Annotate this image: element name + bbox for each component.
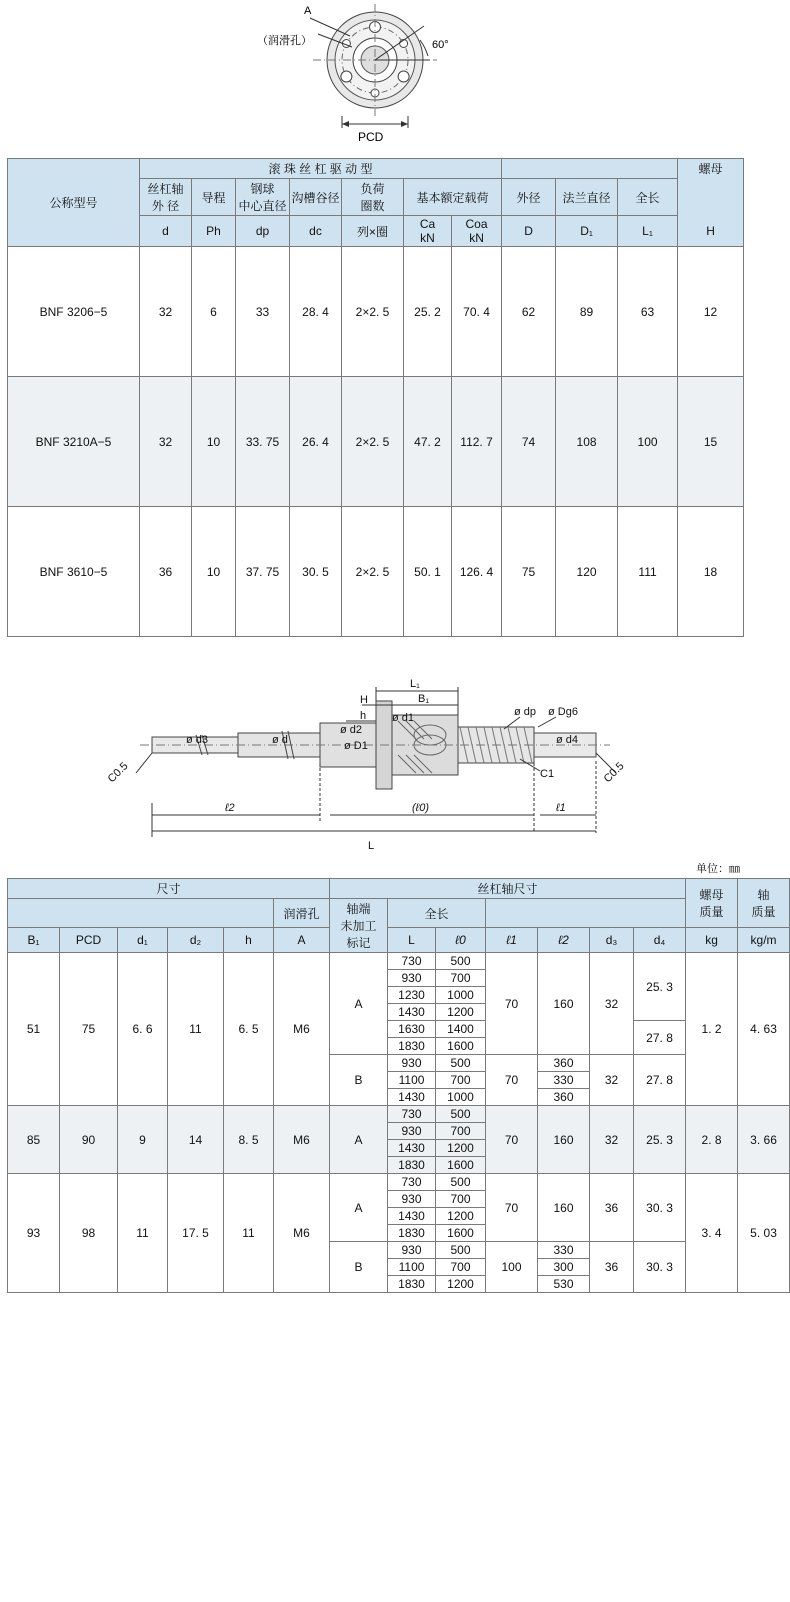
sym-flange: D₁	[556, 216, 618, 247]
sym-kgm: kg/m	[738, 928, 790, 953]
cell-L: 1830	[388, 1157, 436, 1174]
sym-d3: d₃	[590, 928, 634, 953]
dim-dp: ø dp	[514, 706, 537, 718]
cell-L: 1100	[388, 1072, 436, 1089]
cell-turns: 2×2. 5	[342, 247, 404, 377]
cell-nut-mass: 2. 8	[686, 1106, 738, 1174]
cell-l2: 300	[538, 1259, 590, 1276]
cell-l0: 1600	[436, 1157, 486, 1174]
dim-d3: ø d3	[186, 734, 209, 746]
cell-L: 1230	[388, 987, 436, 1004]
header-turns-title: 负荷 圈数	[342, 179, 404, 216]
header-shaft-dims: 丝杠轴尺寸	[330, 879, 686, 899]
assembly-drawing	[0, 643, 750, 858]
cell-l0: 500	[436, 1106, 486, 1123]
header-total-len: 全长	[388, 899, 486, 928]
cell-ca: 50. 1	[404, 507, 452, 637]
cell-l0: 700	[436, 1259, 486, 1276]
cell-endmark: A	[330, 1174, 388, 1242]
cell-A: M6	[274, 1106, 330, 1174]
cell-B1: 51	[8, 953, 60, 1106]
table-row	[8, 1106, 790, 1123]
header-len-title: 全长	[618, 179, 678, 216]
cell-d4: 30. 3	[634, 1174, 686, 1242]
cell-dc: 26. 4	[290, 377, 342, 507]
cell-A: M6	[274, 953, 330, 1106]
cell-l0: 700	[436, 1123, 486, 1140]
cell-len: 111	[618, 507, 678, 637]
cell-coa: 112. 7	[452, 377, 502, 507]
cell-l0: 1200	[436, 1140, 486, 1157]
dim-C1: C1	[540, 768, 555, 780]
dim-d1: ø d1	[392, 712, 415, 724]
dim-Dg6: ø Dg6	[548, 706, 578, 718]
cell-L: 1430	[388, 1089, 436, 1106]
cell-d4: 25. 3	[634, 953, 686, 1021]
sym-A: A	[274, 928, 330, 953]
sym-len: L₁	[618, 216, 678, 247]
cell-l0: 1200	[436, 1208, 486, 1225]
cell-nut-mass: 3. 4	[686, 1174, 738, 1293]
header-shaft-spacer	[486, 899, 686, 928]
header-drive-type: 滚 珠 丝 杠 驱 动 型	[140, 159, 502, 179]
flange-face-drawing	[0, 0, 750, 150]
cell-d: 36	[140, 507, 192, 637]
header-size: 尺寸	[8, 879, 330, 899]
cell-L: 1630	[388, 1021, 436, 1038]
cell-d2: 11	[168, 953, 224, 1106]
sym-od: D	[502, 216, 556, 247]
cell-ca: 47. 2	[404, 377, 452, 507]
cell-l1: 100	[486, 1242, 538, 1293]
cell-od: 74	[502, 377, 556, 507]
cell-L: 1100	[388, 1259, 436, 1276]
cell-dp: 33. 75	[236, 377, 290, 507]
sym-L: L	[388, 928, 436, 953]
cell-l0: 500	[436, 1055, 486, 1072]
cell-l0: 1400	[436, 1021, 486, 1038]
sym-PCD: PCD	[60, 928, 118, 953]
dim-D1: ø D1	[344, 740, 368, 752]
cell-L: 1430	[388, 1140, 436, 1157]
header-h-spacer	[678, 179, 744, 216]
label-angle: 60°	[432, 39, 449, 51]
cell-l2: 330	[538, 1242, 590, 1259]
cell-ph: 10	[192, 507, 236, 637]
cell-nut-mass: 1. 2	[686, 953, 738, 1106]
cell-d1: 11	[118, 1174, 168, 1293]
table1-header-row-1	[8, 159, 744, 179]
cell-d3: 32	[590, 953, 634, 1055]
table-row	[8, 1174, 790, 1191]
cell-len: 100	[618, 377, 678, 507]
cell-od: 62	[502, 247, 556, 377]
cell-l0: 1000	[436, 1089, 486, 1106]
cell-d2: 14	[168, 1106, 224, 1174]
dimensions-table	[7, 878, 790, 1293]
dim-d2: ø d2	[340, 724, 363, 736]
header-size-spacer	[8, 899, 274, 928]
cell-d1: 6. 6	[118, 953, 168, 1106]
cell-d4: 30. 3	[634, 1242, 686, 1293]
cell-A: M6	[274, 1174, 330, 1293]
dim-l0: (ℓ0)	[412, 802, 429, 814]
cell-d3: 32	[590, 1106, 634, 1174]
header-od-title: 外径	[502, 179, 556, 216]
cell-h: 12	[678, 247, 744, 377]
cell-L: 930	[388, 970, 436, 987]
sym-dc: dc	[290, 216, 342, 247]
dim-L: L	[368, 840, 375, 852]
cell-dc: 30. 5	[290, 507, 342, 637]
cell-d: 32	[140, 247, 192, 377]
cell-l0: 1600	[436, 1038, 486, 1055]
cell-turns: 2×2. 5	[342, 377, 404, 507]
cell-d1: 9	[118, 1106, 168, 1174]
cell-h: 6. 5	[224, 953, 274, 1106]
cell-L: 930	[388, 1123, 436, 1140]
cell-L: 930	[388, 1242, 436, 1259]
cell-l0: 1600	[436, 1225, 486, 1242]
cell-l0: 500	[436, 1242, 486, 1259]
cell-h: 15	[678, 377, 744, 507]
cell-l2: 530	[538, 1276, 590, 1293]
cell-l0: 700	[436, 1072, 486, 1089]
header-dc-title: 沟槽谷径	[290, 179, 342, 216]
cell-d: 32	[140, 377, 192, 507]
cell-l2: 360	[538, 1055, 590, 1072]
cell-flange: 108	[556, 377, 618, 507]
cell-d3: 32	[590, 1055, 634, 1106]
sym-ca: Ca kN	[404, 216, 452, 247]
cell-d4: 27. 8	[634, 1055, 686, 1106]
cell-h: 8. 5	[224, 1106, 274, 1174]
cell-L: 930	[388, 1055, 436, 1072]
header-flange-title: 法兰直径	[556, 179, 618, 216]
table2-header-row-1	[8, 879, 790, 899]
dim-B1: B₁	[418, 693, 430, 705]
table-row	[8, 377, 744, 507]
sym-kg: kg	[686, 928, 738, 953]
cell-B1: 93	[8, 1174, 60, 1293]
header-nut: 螺母	[678, 159, 744, 179]
ballscrew-drive-table	[7, 158, 744, 637]
dim-c05-right: C0.5	[601, 760, 627, 786]
header-d-title: 丝杠轴 外 径	[140, 179, 192, 216]
cell-L: 1830	[388, 1276, 436, 1293]
dim-l1: ℓ1	[556, 802, 566, 814]
cell-l2: 330	[538, 1072, 590, 1089]
cell-L: 1830	[388, 1225, 436, 1242]
cell-ca: 25. 2	[404, 247, 452, 377]
cell-L: 1430	[388, 1208, 436, 1225]
sym-l2: ℓ2	[538, 928, 590, 953]
dim-L1: L₁	[410, 678, 420, 690]
header-nut-spacer	[502, 159, 678, 179]
cell-l1: 70	[486, 1174, 538, 1242]
cell-d2: 17. 5	[168, 1174, 224, 1293]
dim-c05-left: C0.5	[105, 760, 131, 786]
cell-endmark: A	[330, 1106, 388, 1174]
cell-shaft-mass: 3. 66	[738, 1106, 790, 1174]
cell-model: BNF 3206−5	[8, 247, 140, 377]
cell-PCD: 90	[60, 1106, 118, 1174]
label-a: A	[304, 5, 312, 17]
cell-dp: 37. 75	[236, 507, 290, 637]
table2-header-row-2	[8, 899, 790, 928]
unit-note: 单位：㎜	[696, 863, 740, 875]
header-ph-title: 导程	[192, 179, 236, 216]
cell-L: 730	[388, 1106, 436, 1123]
header-model: 公称型号	[8, 159, 140, 247]
cell-dc: 28. 4	[290, 247, 342, 377]
cell-l2: 360	[538, 1089, 590, 1106]
cell-flange: 120	[556, 507, 618, 637]
cell-L: 730	[388, 1174, 436, 1191]
header-lube: 润滑孔	[274, 899, 330, 928]
cell-l2: 160	[538, 1106, 590, 1174]
label-lube-hole: （润滑孔）	[257, 35, 312, 47]
label-pcd: PCD	[358, 130, 384, 144]
cell-l2: 160	[538, 953, 590, 1055]
dim-l2: ℓ2	[225, 802, 235, 814]
sym-ph: Ph	[192, 216, 236, 247]
cell-d4: 25. 3	[634, 1106, 686, 1174]
header-shaft-mass: 轴 质量	[738, 879, 790, 928]
table-row	[8, 507, 744, 637]
cell-model: BNF 3610−5	[8, 507, 140, 637]
cell-l0: 1200	[436, 1004, 486, 1021]
cell-od: 75	[502, 507, 556, 637]
cell-l0: 700	[436, 970, 486, 987]
header-load-title: 基本额定载荷	[404, 179, 502, 216]
cell-d4: 27. 8	[634, 1021, 686, 1055]
cell-l0: 700	[436, 1191, 486, 1208]
table-row	[8, 247, 744, 377]
cell-coa: 126. 4	[452, 507, 502, 637]
cell-L: 730	[388, 953, 436, 970]
cell-PCD: 98	[60, 1174, 118, 1293]
cell-l0: 1000	[436, 987, 486, 1004]
cell-flange: 89	[556, 247, 618, 377]
cell-B1: 85	[8, 1106, 60, 1174]
cell-l0: 500	[436, 1174, 486, 1191]
sym-h: h	[224, 928, 274, 953]
cell-h: 18	[678, 507, 744, 637]
cell-endmark: B	[330, 1242, 388, 1293]
cell-L: 930	[388, 1191, 436, 1208]
cell-dp: 33	[236, 247, 290, 377]
sym-l1: ℓ1	[486, 928, 538, 953]
sym-d: d	[140, 216, 192, 247]
cell-l1: 70	[486, 953, 538, 1055]
cell-PCD: 75	[60, 953, 118, 1106]
cell-l0: 1200	[436, 1276, 486, 1293]
cell-d3: 36	[590, 1174, 634, 1242]
dim-d: ø d	[272, 734, 288, 746]
cell-coa: 70. 4	[452, 247, 502, 377]
cell-endmark: A	[330, 953, 388, 1055]
cell-l0: 500	[436, 953, 486, 970]
cell-len: 63	[618, 247, 678, 377]
cell-shaft-mass: 5. 03	[738, 1174, 790, 1293]
header-endmark: 轴端 未加工 标记	[330, 899, 388, 953]
cell-L: 1430	[388, 1004, 436, 1021]
cell-L: 1830	[388, 1038, 436, 1055]
sym-dp: dp	[236, 216, 290, 247]
sym-h: H	[678, 216, 744, 247]
cell-l2: 160	[538, 1174, 590, 1242]
cell-ph: 10	[192, 377, 236, 507]
sym-coa: Coa kN	[452, 216, 502, 247]
cell-h: 11	[224, 1174, 274, 1293]
dim-h: h	[360, 710, 367, 722]
dim-H: H	[360, 694, 368, 706]
cell-d3: 36	[590, 1242, 634, 1293]
cell-model: BNF 3210A−5	[8, 377, 140, 507]
header-dp-title: 钢球 中心直径	[236, 179, 290, 216]
header-nut-mass: 螺母 质量	[686, 879, 738, 928]
cell-ph: 6	[192, 247, 236, 377]
cell-turns: 2×2. 5	[342, 507, 404, 637]
sym-d4: d₄	[634, 928, 686, 953]
sym-turns: 列×圈	[342, 216, 404, 247]
cell-shaft-mass: 4. 63	[738, 953, 790, 1106]
table-row	[8, 953, 790, 970]
sym-B1: B₁	[8, 928, 60, 953]
table2-header-row-3	[8, 928, 790, 953]
sym-l0: ℓ0	[436, 928, 486, 953]
cell-endmark: B	[330, 1055, 388, 1106]
sym-d1: d₁	[118, 928, 168, 953]
cell-l1: 70	[486, 1106, 538, 1174]
dim-d4-right: ø d4	[556, 734, 579, 746]
cell-l1: 70	[486, 1055, 538, 1106]
sym-d2: d₂	[168, 928, 224, 953]
